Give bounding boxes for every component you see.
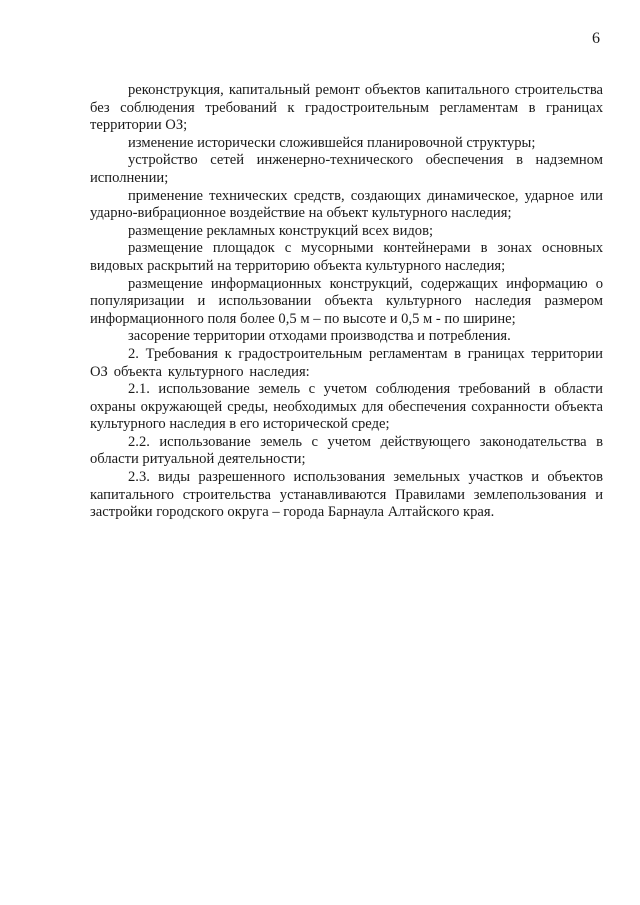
paragraph-2-2: 2.2. использование земель с учетом действующего законодательства в области ритуальной деятельности; (90, 433, 603, 468)
paragraph-waste-containers: размещение площадок с мусорными контейнерами в зонах основных видовых раскрытий на территорию объекта культурного наследия; (90, 240, 603, 274)
paragraph-2-1: 2.1. использование земель с учетом соблюдения требований в области охраны окружающей среды, необходимых для обеспечения сохранности объекта культурного наследия в его исторической среде; (90, 381, 603, 433)
paragraph-planning-structure: изменение исторически сложившейся планировочной структуры; (128, 134, 536, 151)
paragraph-littering: засорение территории отходами производства и потребления. (128, 328, 511, 345)
paragraph-advertising: размещение рекламных конструкций всех видов; (128, 222, 434, 239)
paragraph-reconstruction: реконструкция, капитальный ремонт объектов капитального строительства без соблюдения требований к градостроительным регламентам в границах территории ОЗ; (90, 82, 603, 134)
paragraph-technical-means: применение технических средств, создающих динамическое, ударное или ударно-вибрационное воздействие на объект культурного наследия; (90, 187, 603, 222)
paragraph-engineering-networks: устройство сетей инженерно-технического обеспечения в надземном исполнении; (90, 152, 603, 186)
page-number: 6 (592, 30, 600, 47)
document-body (90, 82, 603, 522)
paragraph-2-3: 2.3. виды разрешенного использования земельных участков и объектов капитального строительства устанавливаются Правилами землепользования и застройки городского округа – города Барнаула Алтайского края. (90, 469, 603, 521)
paragraph-section-2-heading: 2. Требования к градостроительным регламентам в границах территории ОЗ объекта культурного наследия: (90, 345, 603, 380)
paragraph-information-structures: размещение информационных конструкций, содержащих информацию о популяризации и использовании объекта культурного наследия размером информационного поля более 0,5 м – по высоте и 0,5 м - по ширине; (90, 275, 603, 327)
